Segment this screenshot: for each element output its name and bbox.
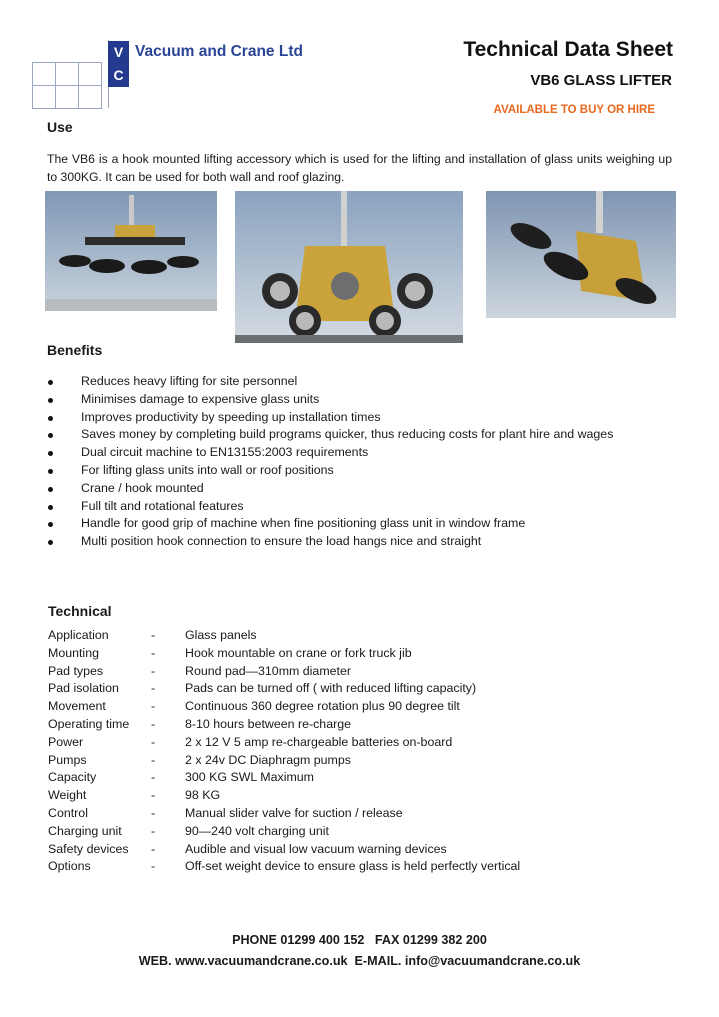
use-heading: Use [47, 119, 73, 135]
spec-label: Charging unit [48, 823, 122, 838]
list-item [47, 480, 613, 498]
photo-lifter-front-view [235, 191, 463, 343]
spec-value: 300 KG SWL Maximum [185, 770, 314, 785]
benefit-text: Saves money by completing build programs quicker, thus reducing costs for plant hire and wages [81, 427, 614, 442]
spec-value: Round pad—310mm diameter [185, 663, 351, 678]
benefit-text: Handle for good grip of machine when fine positioning glass unit in window frame [81, 516, 526, 531]
spec-separator: - [151, 681, 156, 696]
footer-contact-web-email: WEB. www.vacuumandcrane.co.uk E-MAIL. info@vacuumandcrane.co.uk [138, 954, 581, 968]
spec-separator: - [151, 716, 156, 731]
bullet-icon [48, 505, 53, 510]
bullet-icon [48, 522, 53, 527]
technical-heading: Technical [48, 603, 112, 619]
spec-value: Hook mountable on crane or fork truck jib [185, 645, 412, 660]
spec-label: Power [48, 734, 84, 749]
footer-contact-phone-fax: PHONE 01299 400 152 FAX 01299 382 200 [232, 933, 487, 947]
benefit-text: Full tilt and rotational features [81, 498, 244, 513]
list-item [47, 533, 613, 551]
photo-lifter-side-view [45, 191, 217, 311]
bullet-icon [48, 487, 53, 492]
bullet-icon [48, 540, 53, 545]
logo-letter-c: C [108, 64, 129, 87]
spec-separator: - [151, 734, 156, 749]
list-item [47, 462, 613, 480]
spec-value: Continuous 360 degree rotation plus 90 degree tilt [185, 699, 460, 714]
spec-label: Pad isolation [48, 681, 119, 696]
spec-separator: - [151, 805, 156, 820]
spec-value: 98 KG [185, 788, 221, 803]
spec-value: Off-set weight device to ensure glass is held perfectly vertical [185, 859, 521, 874]
use-description: The VB6 is a hook mounted lifting accessory which is used for the lifting and installation of glass units weighing up to 300KG. It can be used for both wall and roof glazing. [47, 152, 672, 184]
list-item [47, 444, 613, 462]
spec-separator: - [151, 752, 156, 767]
spec-label: Weight [48, 788, 87, 803]
bullet-icon [48, 469, 53, 474]
spec-value: 8-10 hours between re-charge [185, 716, 351, 731]
bullet-icon [48, 451, 53, 456]
benefit-text: Dual circuit machine to EN13155:2003 requirements [81, 445, 369, 460]
list-item [47, 409, 613, 427]
benefits-list [47, 373, 613, 551]
spec-separator: - [151, 841, 156, 856]
spec-separator: - [151, 699, 156, 714]
spec-label: Operating time [48, 716, 130, 731]
spec-label: Control [48, 805, 88, 820]
benefits-heading: Benefits [47, 342, 103, 358]
benefit-text: For lifting glass units into wall or roof positions [81, 462, 334, 477]
spec-separator: - [151, 663, 156, 678]
product-name: VB6 GLASS LIFTER [530, 72, 672, 89]
availability-note: AVAILABLE TO BUY OR HIRE [493, 104, 655, 116]
spec-separator: - [151, 788, 156, 803]
spec-label: Capacity [48, 770, 97, 785]
list-item [47, 373, 613, 391]
spec-value: Pads can be turned off ( with reduced lifting capacity) [185, 681, 477, 696]
list-item [47, 391, 613, 409]
photo-lifter-angled-view [486, 191, 676, 318]
spec-value: 2 x 24v DC Diaphragm pumps [185, 752, 351, 767]
spec-separator: - [151, 859, 156, 874]
spec-value: Glass panels [185, 628, 257, 642]
benefit-text: Improves productivity by speeding up installation times [81, 409, 381, 424]
list-item [47, 426, 613, 444]
benefit-text: Minimises damage to expensive glass units [81, 391, 320, 406]
bullet-icon [48, 416, 53, 421]
spec-label: Safety devices [48, 841, 129, 856]
spec-label: Mounting [48, 645, 99, 660]
bullet-icon [48, 398, 53, 403]
spec-value: Manual slider valve for suction / release [185, 805, 403, 820]
bullet-icon [48, 380, 53, 385]
spec-label: Pumps [48, 752, 87, 767]
spec-value: 90—240 volt charging unit [185, 823, 329, 838]
spec-separator: - [151, 645, 156, 660]
spec-label: Pad types [48, 663, 104, 678]
list-item [47, 515, 613, 533]
spec-label: Options [48, 859, 91, 874]
spec-label: Application [48, 628, 109, 642]
spec-value: 2 x 12 V 5 amp re-chargeable batteries on-board [185, 734, 453, 749]
benefit-text: Reduces heavy lifting for site personnel [81, 374, 298, 388]
spec-separator: - [151, 823, 156, 838]
logo-letter-v: V [108, 41, 129, 64]
company-name: Vacuum and Crane Ltd [135, 43, 303, 60]
list-item [47, 498, 613, 516]
spec-separator: - [151, 628, 156, 642]
benefit-text: Multi position hook connection to ensure the load hangs nice and straight [81, 534, 482, 549]
spec-value: Audible and visual low vacuum warning devices [185, 841, 447, 856]
spec-separator: - [151, 770, 156, 785]
bullet-icon [48, 433, 53, 438]
page-title: Technical Data Sheet [463, 38, 673, 61]
benefit-text: Crane / hook mounted [81, 480, 204, 495]
spec-label: Movement [48, 699, 106, 714]
